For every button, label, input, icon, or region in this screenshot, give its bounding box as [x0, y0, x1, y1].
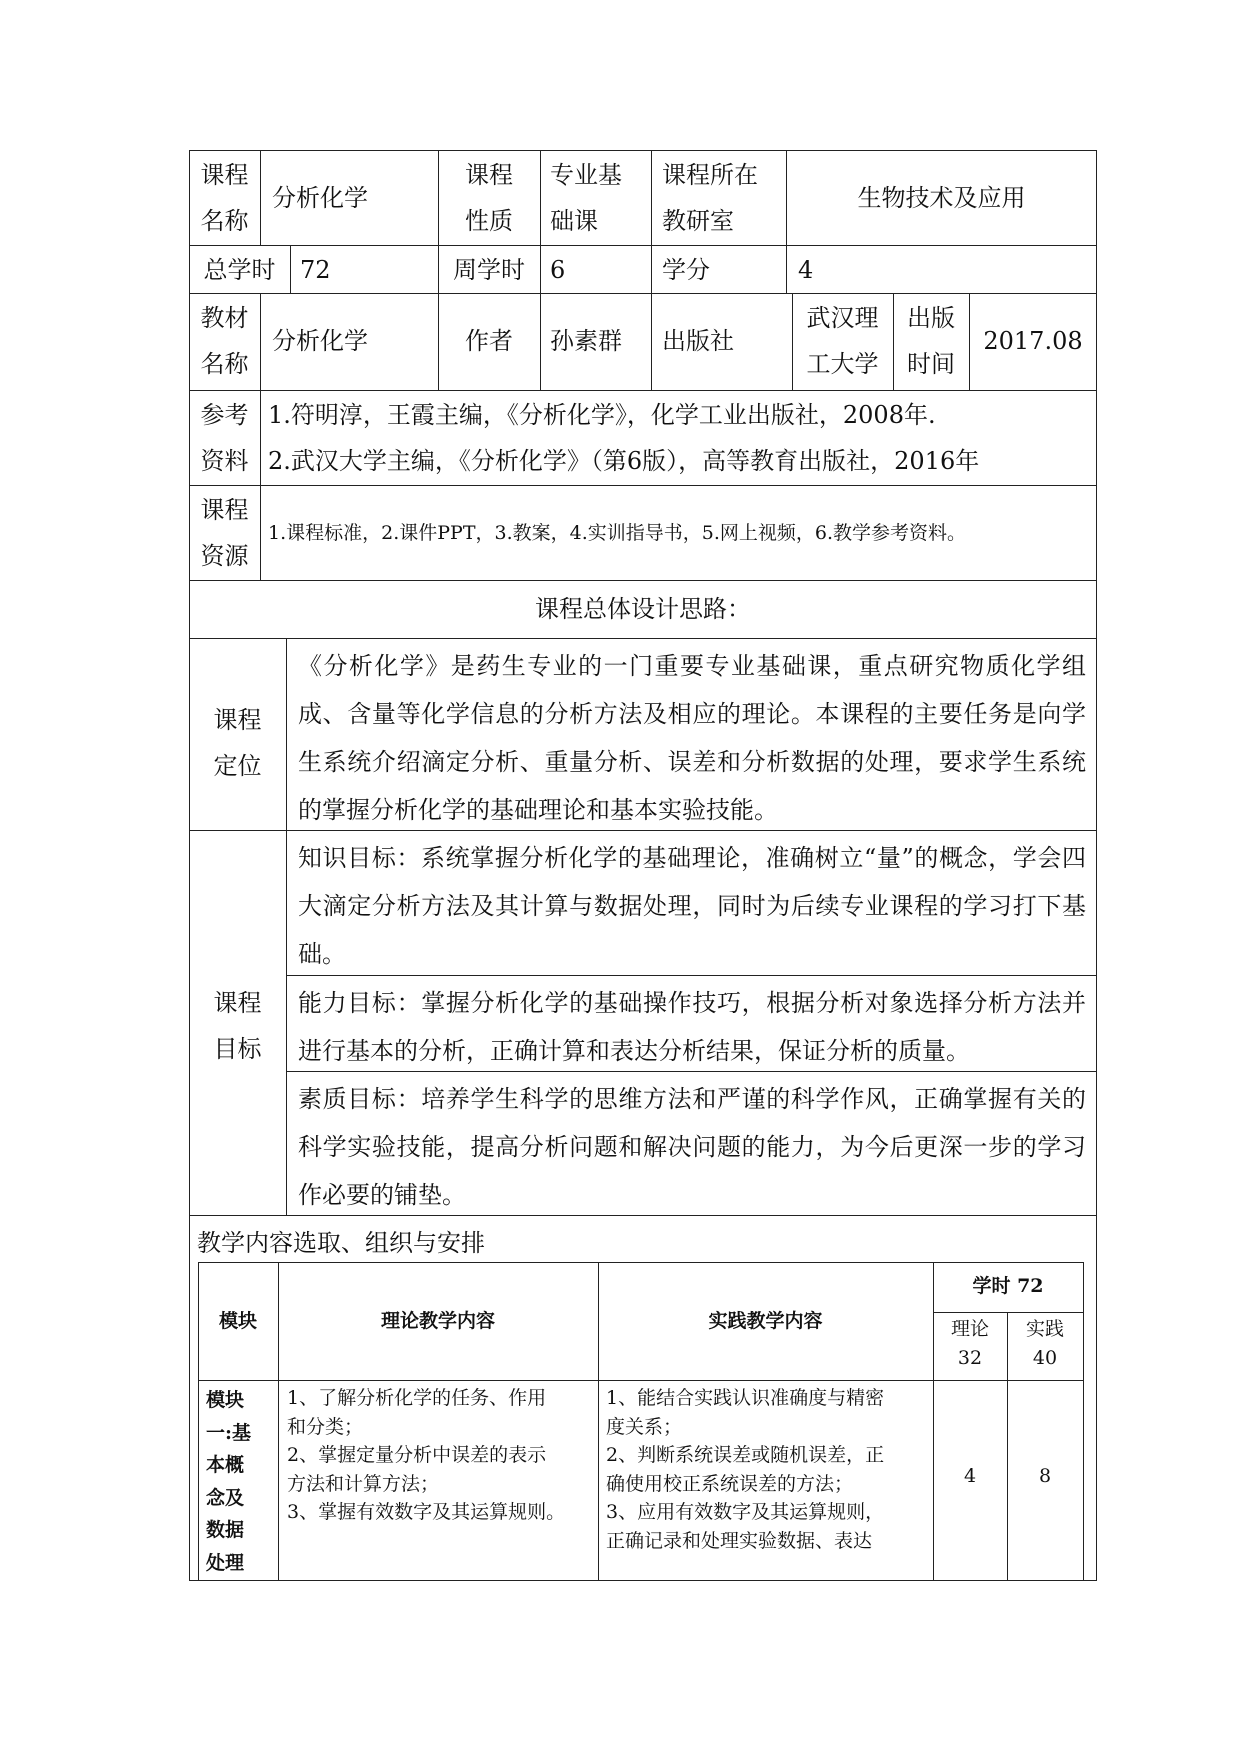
label-line: 课程所在	[662, 161, 758, 189]
col-divider	[260, 150, 261, 245]
module-line: 一:基	[206, 1421, 252, 1444]
practice-line: 2、判断系统误差或随机误差，正	[606, 1444, 885, 1466]
ref-label	[189, 392, 260, 484]
col-divider	[260, 390, 261, 580]
practice-line: 1、能结合实践认识准确度与精密	[606, 1387, 885, 1409]
publisher-label: 出版社	[662, 327, 734, 355]
header-practice-hours	[1007, 1315, 1083, 1372]
design-title: 课程总体设计思路：	[535, 595, 751, 623]
theory-line: 3、掌握有效数字及其运算规则。	[287, 1501, 566, 1523]
ref-list	[268, 392, 979, 484]
module-1-name	[206, 1384, 276, 1579]
practice-line: 3、应用有效数字及其运算规则，	[606, 1501, 885, 1523]
content-title: 教学内容选取、组织与安排	[197, 1229, 485, 1257]
col-divider	[290, 245, 291, 293]
weekly-hours-value: 6	[550, 256, 566, 284]
ability-goal: 能力目标：掌握分析化学的基础操作技巧，根据分析对象选择分析方法并进行基本的分析，正确计算和表达分析结果，保证分析的质量。	[298, 989, 1086, 1065]
header-line: 40	[1032, 1346, 1058, 1369]
header-line: 理论	[950, 1318, 989, 1340]
theory-line: 和分类；	[287, 1415, 364, 1438]
dept-label	[662, 152, 758, 244]
total-hours-label: 总学时	[203, 256, 276, 284]
row-divider	[189, 485, 1097, 486]
row-divider	[189, 638, 1097, 639]
practice-line: 度关系；	[606, 1415, 683, 1438]
inner-divider	[933, 1262, 934, 1581]
course-nature-value	[550, 152, 622, 244]
goals-label	[189, 980, 286, 1072]
row-divider	[189, 293, 1097, 294]
header-line: 实践	[1025, 1318, 1064, 1340]
theory-line: 方法和计算方法；	[287, 1472, 440, 1495]
col-divider	[540, 150, 541, 245]
header-line: 32	[957, 1346, 983, 1369]
pubdate-label	[893, 295, 969, 387]
col-divider	[286, 638, 287, 1215]
quality-goal: 素质目标：培养学生科学的思维方法和严谨的科学作风，正确掌握有关的科学实验技能，提高分析问题和解决问题的能力，为今后更深一步的学习作必要的铺垫。	[298, 1085, 1086, 1209]
course-name-value: 分析化学	[272, 184, 368, 212]
header-hours: 学时 72	[972, 1275, 1044, 1297]
label-line: 出版	[907, 304, 955, 332]
practice-line: 确使用校正系统误差的方法；	[606, 1472, 854, 1495]
total-hours-value: 72	[300, 256, 331, 284]
label-line: 名称	[200, 350, 249, 378]
practice-line: 正确记录和处理实验数据、表达	[606, 1529, 873, 1552]
positioning-label	[189, 697, 286, 789]
theory-line: 2、掌握定量分析中误差的表示	[287, 1444, 547, 1466]
author-label: 作者	[465, 327, 513, 355]
module-1-theory	[287, 1384, 597, 1527]
module-1-practice-hours: 8	[1038, 1465, 1052, 1487]
weekly-hours-label: 周学时	[453, 256, 525, 284]
label-line: 资料	[200, 447, 249, 475]
theory-line: 1、了解分析化学的任务、作用	[287, 1387, 547, 1409]
row-divider	[189, 580, 1097, 581]
credits-value: 4	[798, 256, 814, 284]
label-line: 名称	[200, 207, 249, 235]
inner-divider	[198, 1380, 1083, 1381]
course-name-label	[189, 152, 260, 244]
label-line: 目标	[213, 1035, 262, 1063]
res-label	[189, 487, 260, 579]
label-line: 定位	[213, 752, 262, 780]
label-line: 课程	[200, 496, 249, 524]
col-divider	[260, 293, 261, 390]
label-line: 课程	[465, 161, 513, 189]
module-1-practice	[606, 1384, 931, 1555]
course-nature-label	[438, 152, 540, 244]
header-theory: 理论教学内容	[380, 1310, 495, 1332]
row-divider	[189, 390, 1097, 391]
col-divider	[540, 245, 541, 293]
col-divider	[651, 245, 652, 293]
label-line: 课程	[213, 989, 262, 1017]
label-line: 性质	[465, 207, 513, 235]
inner-border	[198, 1262, 1083, 1263]
value-line: 武汉理	[806, 304, 879, 332]
ref-item: 2.武汉大学主编，《分析化学》（第6版），高等教育出版社，2016年	[268, 447, 980, 475]
module-line: 处理	[206, 1551, 245, 1574]
module-line: 本概	[206, 1454, 245, 1476]
module-line: 数据	[206, 1519, 245, 1541]
value-line: 础课	[550, 207, 598, 235]
label-line: 课程	[213, 706, 262, 734]
header-module: 模块	[218, 1310, 257, 1332]
label-line: 参考	[200, 401, 249, 429]
label-line: 教研室	[662, 207, 734, 235]
positioning-text: 《分析化学》是药生专业的一门重要专业基础课，重点研究物质化学组成、含量等化学信息的分析方法及相应的理论。本课程的主要任务是向学生系统介绍滴定分析、重量分析、误差和分析数据的处理，要求学生系统的掌握分析化学的基础理论和基本实验技能。	[298, 652, 1086, 824]
module-line: 念及	[206, 1486, 245, 1509]
textbook-label	[189, 295, 260, 387]
inner-border	[1083, 1262, 1084, 1581]
label-line: 时间	[907, 350, 955, 378]
dept-value: 生物技术及应用	[857, 184, 1026, 212]
publisher-value	[792, 295, 893, 387]
pubdate-value: 2017.08	[983, 327, 1083, 355]
author-value: 孙素群	[550, 327, 622, 355]
textbook-value: 分析化学	[272, 327, 368, 355]
label-line: 资源	[200, 542, 249, 570]
module-1-theory-hours: 4	[963, 1465, 977, 1487]
col-divider	[786, 245, 787, 293]
header-theory-hours	[933, 1315, 1007, 1372]
label-line: 课程	[200, 161, 249, 189]
col-divider	[651, 150, 652, 245]
module-line: 模块	[206, 1389, 245, 1411]
credits-label: 学分	[662, 256, 710, 284]
ref-item: 1.符明淳，王霞主编，《分析化学》，化学工业出版社，2008年.	[268, 401, 936, 429]
header-practice: 实践教学内容	[708, 1310, 823, 1332]
row-divider	[189, 245, 1097, 246]
col-divider	[540, 293, 541, 390]
label-line: 教材	[200, 304, 249, 332]
knowledge-goal: 知识目标：系统掌握分析化学的基础理论，准确树立“量”的概念，学会四大滴定分析方法及其计算与数据处理，同时为后续专业课程的学习打下基础。	[298, 844, 1086, 968]
value-line: 工大学	[806, 350, 879, 378]
inner-divider	[933, 1312, 1083, 1313]
col-divider	[651, 293, 652, 390]
value-line: 专业基	[550, 161, 622, 189]
res-text: 1.课程标准，2.课件PPT，3.教案，4.实训指导书，5.网上视频，6.教学参考资料。	[268, 522, 967, 544]
